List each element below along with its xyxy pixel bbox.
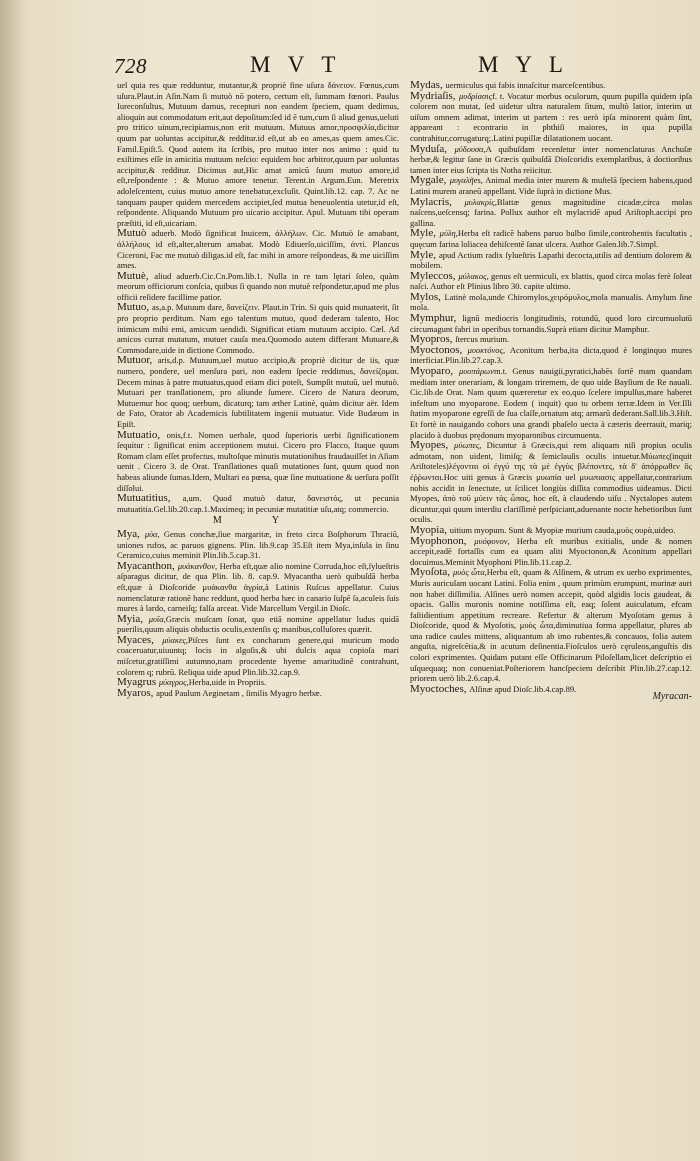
entry-headword: Myduſa,: [410, 142, 455, 155]
entry-text: uermiculus qui fabis innaſcitur marceſcentibus.: [445, 80, 606, 90]
entry-headword: Myoparo,: [410, 365, 459, 378]
entry-text: ,Piſces ſunt ex concharum genere,qui muricum modo coaceruatur,uiuuntq; locis in algoſis,& ubi dulcis aqua copioſa mari miſcetur,gratiſſimi autumno,nam procedente hyeme amaritudinē contrahunt, colorem q; rubrū. Reliqua uide apud Plin.lib.32.cap.9.: [117, 634, 399, 677]
dictionary-entry: [410, 292, 692, 313]
dictionary-entry: [117, 228, 399, 270]
entry-text: uitium myopum. Sunt & Myopiæ murium cauda,μυὸς ουρὰ,uideo.: [449, 524, 676, 535]
entry-greek: μυὸς ὦτα: [452, 567, 485, 578]
entry-greek: μύαγρος: [158, 677, 187, 688]
catchword: Myracan-: [652, 691, 692, 703]
entry-text: as,a.p. Mutuum dare, δανείζειν. Plaut.in Trin. Si quis quid mutuaterit, ſit pro proprio perditum. Nam ego talentum mutuo, quod dederam talento, Hoc inimicum mihi emi, amicum uendidi. Significat etiam mutuum accipio. Cæl. Ad amicos currat mutatum, mutuet cauſa mea.Quomodo autem differant Mutuare,& Commodare,uide in dictione Commodo.: [117, 302, 399, 355]
entry-greek: μύωπες: [454, 440, 480, 451]
entry-text: es, Animal media inter murem & muſtelā ſpeciem habens,quod Latini murem araneū appellant. Vide ſuprà in dictione Mus.: [410, 175, 692, 196]
entry-headword: Myopes,: [410, 439, 455, 452]
dictionary-entry: [117, 302, 399, 355]
entry-text: apud Actium radix ſylueſtris Lapathi decocta,utilis ad dentium dolorem & mobilem.: [410, 249, 692, 271]
entry-text: ſtercus murium.: [455, 334, 510, 345]
entry-headword: Mylacris,: [410, 195, 465, 208]
dictionary-entry: [117, 493, 399, 514]
dictionary-entry: [117, 614, 399, 635]
dictionary-entry: [117, 80, 399, 228]
entry-greek: μύακες: [162, 634, 186, 645]
entry-text: ,A quibuſdam recenſetur inter nomenclaturas Anchuſæ herbæ,& legitur ſane in Græcis quibuſdā Dioſcoridis exemplaribus, à doctioribus tamen inter eius ſcripta tis Notha reiicitur.: [410, 143, 692, 175]
dictionary-entry: [117, 635, 399, 677]
dictionary-entry: [410, 250, 692, 271]
entry-headword: Myle,: [410, 248, 440, 261]
entry-text: lignū mediocris longitudinis, rotundū, quod loro circumuolutū circumagunt fabri in operibus tornandis.Suprà etiam dicitur Mamphur.: [410, 313, 692, 334]
entry-headword: Myopia,: [410, 523, 450, 536]
entry-text: m.t. Genus nauigii,pyratici,habēs ſortē mam quandam mediam inter onerariam, & longam triremem, de quo uide Bayſium de Re nauali. Cic.lib.de Orat. Nam quum quæreretur ex eo,quo ſcelere impulſus,mare haberet infeſtum uno myoparone. Eodem ( inquit) quo tu orbem terræ.Idem in Ver.Illi ſtatim myoparone egreſſi de ſua claſſe,ornatum atq; armarū dederant.Sall.lib.3.Hiſt. Et fortè in nauigando cohors una grandi phaſelo uecta à cæteris deerrauit, mariq; placido à duobus prędonum myoparonibus circumuenta.: [410, 366, 693, 440]
entry-text: , Dicuntur à Græcis,qui rem aliquam niſi propius oculis admotam, non uident, limiſq; & ſemiclauſis oculis intuetur.Μύωπες(inquit Ariſtoteles)λέγονται οἱ ἐγγύ της τὰ μὲ ἐγγὺς βλέποντες, τὰ δ' ἀπόρρωθεν ὃς ἐῤῥωνται.Hoc uiti genus à Græcis μυωπία uel μυωπιασις appellatur,contrarium nobis accidit in ſenectute, ut ſcilicet longiùs diſſita commodius uideamus. Dicti Myopes, ἀπὸ τοῦ μύειν τὰς ὦπας, hoc eſt, à claudendo uiſu . Nyctalopes autem dicuntur,qui quum interdiu clariſſimè perſpiciant,aduenante nocte hebetioribus ſunt oculis.: [410, 440, 692, 525]
entry-greek: μύλη: [439, 228, 456, 239]
entry-text: , Genus conchæ,ſiue margaritæ, in freto circa Boſphorum Thraciū, uniones rufos, ac paruos gignens. Plin. lib.9.cap 35.Eſt item Mya,inſula in ſinu Ceramico,cuius meminit Plin.lib.5.cap.31.: [117, 528, 399, 561]
entry-text: Latinè mola,unde Chiromylos,χειρόμυλος,mola manualis. Amylum ſine mola.: [410, 291, 692, 313]
entry-headword: Myoctoches,: [410, 682, 470, 695]
entry-headword: Myaros,: [117, 686, 157, 699]
entry-text: ,Græcis muſcam ſonat, quo etiā nomine appellatur ludus quidā puerilis,quum aliquis obductis oculis,extenſis q; manibus,colluſores quærit.: [117, 613, 399, 635]
entry-text: aris,d.p. Mutuum,uel mutuo accipio,& propriè dicitur de iis, quæ numero, pondere, uel menſura pari, non eadem ſpecie reddimus, δανείζομαι. Decem minas à patre mutuatus,quod etiam dici poteſt, Sumpſit mutuū, uel mutuò. Mutuari per tranſlationem, pro aliunde ſumere. Cicero de Natura deorum, Mutuemur hoc quoq; uerbum, dicaturq; tam æther Latinè, quàm dicitur aër. Idem de Fato, Orator ab Academicis ſubtilitatem ingenii mutuatur. Vide Budæum in Epiſt.: [117, 355, 399, 429]
entry-headword: Myopros,: [410, 333, 456, 346]
entry-headword: Myacanthon,: [117, 559, 178, 572]
dictionary-entry: [410, 366, 692, 440]
entry-greek: μυλακρίς: [464, 196, 495, 207]
entry-headword: Myaces,: [117, 633, 163, 646]
entry-headword: Mydas,: [410, 79, 446, 91]
entry-headword: Mymphur,: [410, 312, 463, 325]
entry-headword: Mygale,: [410, 174, 450, 187]
entry-text: aliud aduerb.Cic.Cn.Pom.lib.1. Nulla in re tam lętari ſoleo, quàm meorum officiorum conſcia, quibus ſi quando non mutuè reſpondetur,apud me plus officii reſidere facillime patior.: [117, 270, 399, 302]
entry-headword: Mylos,: [410, 290, 445, 303]
entry-greek: μυόφονον: [474, 535, 508, 546]
entry-text: , Herba eſt muribus exitialis, unde & nomen accepit,eadē fortaſſis cum ea quam aliti Myoctonon,& Aconitum appellari docuimus.Meminit Myophoni Plin.lib.11.cap.2.: [410, 535, 692, 567]
dictionary-entry: [410, 567, 692, 684]
entry-greek: μυδρίασις: [459, 90, 493, 101]
entry-headword: Mutuatitius,: [117, 492, 183, 505]
entry-text: , genus eſt uermiculi, ex blattis, quod circa molas ferè ſoleat naſci. Author eſt Plinius libro 30. capite ultimo.: [410, 270, 692, 292]
entry-headword: Mutuè,: [117, 269, 155, 282]
dictionary-entry: [117, 271, 399, 303]
entry-headword: Myophonon,: [410, 534, 475, 547]
entry-headword: Myle,: [410, 227, 440, 240]
entry-text: ,Herba,uide in Propriis.: [186, 677, 267, 688]
entry-greek: μυοπάρων: [458, 366, 494, 377]
entry-headword: Myagrus: [117, 676, 159, 689]
dictionary-entry: [117, 355, 399, 429]
entry-headword: Mutuatio,: [117, 428, 167, 441]
entry-headword: Mutuor,: [117, 354, 158, 367]
dictionary-entry: [410, 271, 692, 292]
dictionary-entry: [410, 197, 692, 229]
running-head-left: M V T: [250, 52, 342, 77]
entry-greek: μύλακος: [458, 270, 487, 281]
entry-text: f. t. Vocatur morbus oculorum, quum pupilla quidem ipſa colorem non mutat, ſed uidetur ultra naturalem ſitum, multò latior, interim ut uiſum omnem adimat, interim ut partem : res uerò ipſa minorent quàm ſint, appareant : econtrario in phthiſi maiores, in qua pupilla contrahitur,corrugaturq;.Latini pupillæ dilatationem uocant.: [410, 90, 693, 143]
entry-text: onis,f.t. Nomen uerbale, quod ſuperioris uerbi ſignificationem ſequitur : ſignificat enim acceptionem mutui. Cicero pro Flacco, Itaque quum Romam clam eſſet profectus, multoſque minutis mutationibus fraudauiſſet in Aſiam uenit . Cicero 3. de Orat. Tranſlationes quaſi mutationes ſunt, quum quod non habeas aliunde ſumas.Idem, Multari ea pœna, quæ ſine mutuatione & uerſura poſſit diſſolui.: [117, 429, 399, 493]
entry-text: ,Herba eſt, quam & Alſinem, & utrum ex uerbo exprimentes, Muris auriculam uocant Latini. Folia enim , quum primùm erumpunt, murinæ auri non habet diſſimilia. Alſines uerò nomen accepit, quòd algidis locis gaudeat, & opacis. Gallis muronis nomine notiſſima eſt, eaq; ſolent auiculatum, efcam faſtidientium appetitum recreare. Refertur & alterum Myoſotam genus à Dioſcoride, quod & Myoſotis, μυὸς ὦτα,diminutiua forma appellatur, plures ab una radice caules mittens, aliquantum ab imo rubentes,& concauos, folia autem anguſta, nigreſcētia,& in acutum deſinentia.Fioſculos uerò cęruleos,anguſtis dis colori exprimentes. Quidam putant eſſe Officinarum Piloſellam,licet deſcriptio ei uſquequaq; non conueniat.Poſteriorem hancſpeciem deſcribit Plin.lib.27.cap.12. priorem uerò lib.2.6.cap.4.: [410, 567, 692, 684]
dictionary-entry: [117, 561, 399, 614]
entry-text: ,Herba eſt radicē habens paruo bulbo ſimile,controhentis facultatis , quęcum farina loliacea dehiſcentē ſanat ulcera. Author Galen.lib.7.Simpl.: [410, 228, 692, 249]
entry-greek: μύδουσα: [454, 143, 484, 154]
dictionary-entry: [117, 430, 399, 494]
entry-headword: Myoſota,: [410, 566, 453, 579]
entry-text: Alſinæ apud Dioſc.lib.4.cap.89.: [469, 683, 577, 694]
running-head-right: M Y L: [478, 52, 569, 77]
dictionary-entry: [410, 175, 692, 196]
entry-text: apud Paulum Aeginetam , ſimilis Myagro herbæ.: [156, 687, 322, 698]
entry-greek: μυάκανθον: [177, 560, 216, 571]
page-fold-shadow: [0, 0, 26, 1161]
section-heading: M Y: [212, 515, 304, 527]
dictionary-entry: [410, 228, 692, 249]
entry-greek: μυῖα: [148, 613, 164, 624]
entry-headword: Myoctonos,: [410, 343, 468, 356]
dictionary-entry: [410, 440, 692, 525]
dictionary-entry: [410, 91, 692, 144]
entry-greek: μυγαλῆ: [449, 175, 474, 186]
dictionary-entry: [117, 677, 399, 688]
dictionary-entry: [410, 345, 692, 366]
dictionary-entry: [410, 313, 692, 334]
entry-text: uel quia res quæ redduntur, mutantur,& propriè fine uſura δάνειον. Fœnus,cum uſura.Plaut.in Aſin.Nam ſi mutuò nō potero, certum eſt, ſummam fœnori. Paulus Iureconſultus, Mutuum damus, recepturi non eandem ſpeciem, quam dedimus, alioquin aut commodatum erit,aut depoſitum:ſed id ē tum,cum ſi aliud genus,ueluti pro tritico uinum,recipiamus,non erit mutuum. Mutuus amor,προσφιλία,dicitur quum par uoluntas accipitur,& redditur.id eſt,ut ab eo ames,as quem ames.Cic. Famil.Epiſt.5. Quod autem ita ſcribis, pro mutuo inter nos animo : quid tu exiſtimes eſſe in amicitia mutuum neſcio: equidem hoc arbitror,quum par uoluntas accipitur,& redditur. Dicimus aut,Hic amat amicū ſuum mutuo amore,id eſt,reſpondente : & Mutuo amore tenetur. Terent.in Argum.Eun. Meretrix adoleſcentem, cuius mutuo amore tenebatur,excluſit. Quint.lib.12. cap. 7. Ac ne tanquam pauper quidem mercedem accipiet,ſed mutua beneuolentia utetur,id eſt, reſpondente. Aliquando Mutuum pro uicario accipitur. Apul. Mutuam tibi operam præſtiti, id eſt,uicariam.: [117, 80, 399, 228]
entry-headword: Mutuo,: [117, 301, 153, 314]
entry-text: , Herba eſt,quæ alio nomine Corruda,hoc eſt,ſylueſtris aſparagus dicitur, de qua Plin. lib. 8. cap.9. Myacantha uerò quibuſdā herba eſt,quæ à Dioſcoride μυάκανθα ἀγρία,à Latinis Ruſcus appellatur. Cuius nomenclaturæ rationē hanc reddunt, quod herba hæc in canario ſuſpē ſa,aculeis ſuis mures à lardo, carneiſq; falſa arceat. Vide Marcellum Vergil.in Dioſc.: [117, 560, 400, 614]
entry-headword: Mya,: [117, 527, 145, 540]
entry-headword: Mutuò: [117, 227, 152, 240]
dictionary-entry: [117, 688, 399, 699]
dictionary-entry: [410, 536, 692, 568]
entry-text: ,Blattæ genus magnitudine cicadæ,circa molas naſcens,ueſcensq; farina. Pollux author eſt mylacridē apud Ariſtoph.accipi pro gallina.: [410, 196, 693, 228]
entry-headword: Myleccos,: [410, 269, 459, 282]
entry-greek: μύα: [144, 528, 158, 539]
entry-greek: μυοκτόνος: [467, 344, 503, 355]
dictionary-entry: [117, 529, 399, 561]
entry-headword: Myia,: [117, 612, 149, 625]
left-column: [117, 80, 399, 698]
page-number: 728: [114, 54, 147, 78]
entry-headword: Mydriaſis,: [410, 89, 460, 102]
entry-text: aduerb. Modò ſignificat Inuicem, ἀλλήλων. Cic. Mutuò ſe amabant, ἀλλήλους id eſt,alter,alterum amabat. Modò Ediuerſo,uiciſſim, ἀντί. Plancus Ciceroni, Fac me mutuò diligas.id eſt, fac mihi in amore reſpondeas, & me uiciſſim ames.: [117, 228, 399, 271]
entry-text: , Aconitum herba,ita dicta,quod è longinquo mures interficiat.Plin.lib.27.cap.3.: [410, 344, 692, 366]
dictionary-entry: [410, 144, 692, 176]
right-column: [410, 80, 692, 703]
entry-text: a,um. Quod mutuò datur, δανειστός, ut pecunia mutuatitia.Gel.lib.20.cap.1.Maximeq; in pecuniæ mutatitiæ uſu,atq; commercio.: [117, 493, 399, 514]
